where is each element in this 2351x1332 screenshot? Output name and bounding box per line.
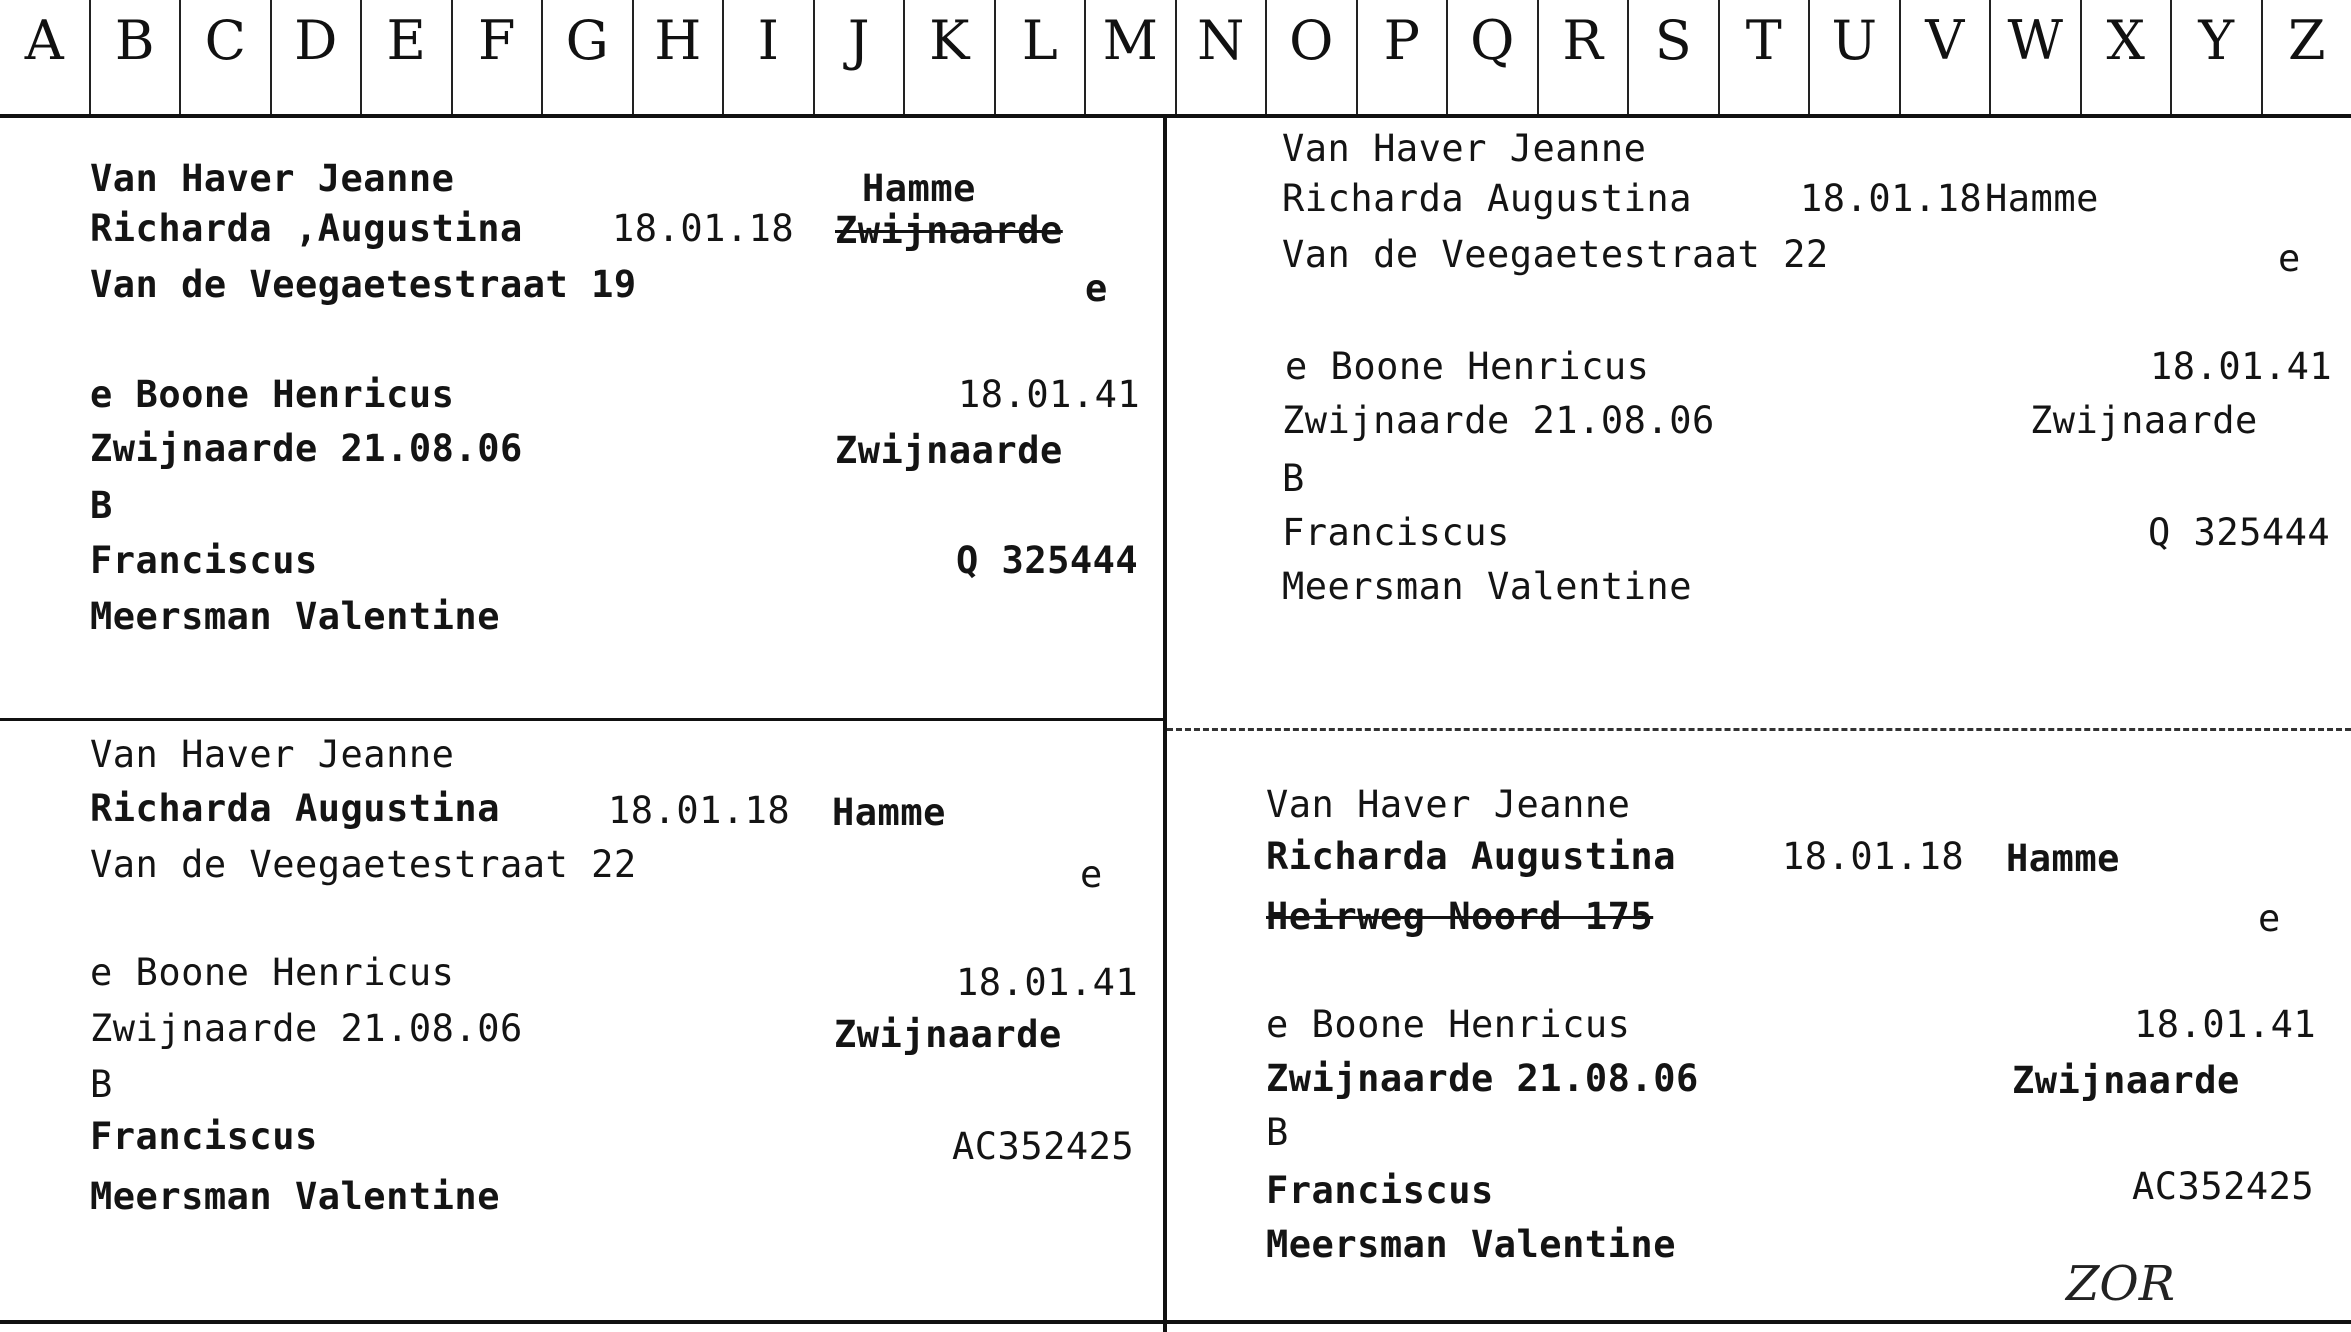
alphabet-letter: N xyxy=(1175,0,1266,114)
alphabet-letter: V xyxy=(1899,0,1990,114)
card-code-letter: B xyxy=(1282,457,1305,500)
card-code-letter: B xyxy=(1266,1111,1289,1154)
bottom-border xyxy=(0,1320,2351,1324)
alphabet-letter: I xyxy=(722,0,813,114)
card-given-names: Richarda Augustina xyxy=(1266,835,1676,878)
card-marriage-place: Zwijnaarde xyxy=(834,1013,1062,1056)
alphabet-letter: A xyxy=(24,9,64,72)
card-struck-address: Heirweg Noord 175 xyxy=(1266,895,1654,938)
handwritten-note: ZOR xyxy=(2066,1256,2175,1312)
alphabet-letter: C xyxy=(179,0,270,114)
card-spouse: e Boone Henricus xyxy=(1285,345,1650,388)
card-birth-place: Hamme xyxy=(862,167,976,210)
card-marriage-place: Zwijnaarde xyxy=(2030,399,2258,442)
card-spouse: e Boone Henricus xyxy=(90,951,455,994)
horizontal-card-divider-right xyxy=(1167,728,2351,731)
alphabet-letter: M xyxy=(1084,0,1175,114)
alphabet-letter: G xyxy=(541,0,632,114)
card-spouse: e Boone Henricus xyxy=(90,373,455,416)
alphabet-letter: E xyxy=(360,0,451,114)
card-father: Franciscus xyxy=(90,1115,318,1158)
vertical-card-divider xyxy=(1163,118,1167,1332)
card-number: AC352425 xyxy=(952,1125,1135,1168)
card-birth-date: 18.01.18 xyxy=(608,789,791,832)
card-spouse: e Boone Henricus xyxy=(1266,1003,1631,1046)
card-number: Q 325444 xyxy=(956,539,1139,582)
alphabet-letter: Q xyxy=(1446,0,1537,114)
card-address: Van de Veegaetestraat 22 xyxy=(1282,233,1829,276)
alphabet-letter: O xyxy=(1265,0,1356,114)
card-name: Van Haver Jeanne xyxy=(1266,783,1631,826)
card-birth-place: Hamme xyxy=(832,791,946,834)
alphabet-letter: Y xyxy=(2170,0,2261,114)
card-birth-place: Hamme xyxy=(1985,177,2099,220)
alphabet-letter: L xyxy=(994,0,1085,114)
card-spouse-birth: Zwijnaarde 21.08.06 xyxy=(1266,1057,1699,1100)
card-mother: Meersman Valentine xyxy=(90,1175,500,1218)
alphabet-letter: B xyxy=(89,0,180,114)
card-marriage-place: Zwijnaarde xyxy=(2012,1059,2240,1102)
alphabet-letter: X xyxy=(2080,0,2171,114)
card-name: Van Haver Jeanne xyxy=(1282,127,1647,170)
card-given-names: Richarda ,Augustina xyxy=(90,207,523,250)
alphabet-letter: F xyxy=(451,0,542,114)
card-spouse-birth: Zwijnaarde 21.08.06 xyxy=(90,427,523,470)
card-birth-date: 18.01.18 xyxy=(1782,835,1965,878)
alphabet-index xyxy=(0,0,2351,118)
card-father: Franciscus xyxy=(1266,1169,1494,1212)
card-given-names: Richarda Augustina xyxy=(90,787,500,830)
card-marriage-place: Zwijnaarde xyxy=(835,429,1063,472)
card-father: Franciscus xyxy=(1282,511,1510,554)
card-marriage-date: 18.01.41 xyxy=(2150,345,2333,388)
card-name: Van Haver Jeanne xyxy=(90,733,455,776)
card-spouse-birth: Zwijnaarde 21.08.06 xyxy=(1282,399,1715,442)
alphabet-letter: T xyxy=(1718,0,1809,114)
card-birth-date: 18.01.18 xyxy=(1800,177,1983,220)
card-code-letter: B xyxy=(90,484,113,527)
alphabet-letter: W xyxy=(1989,0,2080,114)
alphabet-letter: Z xyxy=(2261,0,2351,114)
card-name: Van Haver Jeanne xyxy=(90,157,455,200)
card-mother: Meersman Valentine xyxy=(1266,1223,1676,1266)
alphabet-letter: U xyxy=(1808,0,1899,114)
alphabet-letter: P xyxy=(1356,0,1447,114)
alphabet-letter: S xyxy=(1627,0,1718,114)
alphabet-letter: R xyxy=(1537,0,1628,114)
card-marker: e xyxy=(2278,237,2301,280)
card-mother: Meersman Valentine xyxy=(90,595,500,638)
card-marker: e xyxy=(1080,853,1103,896)
card-address: Van de Veegaetestraat 19 xyxy=(90,263,637,306)
card-spouse-birth: Zwijnaarde 21.08.06 xyxy=(90,1007,523,1050)
card-marker: e xyxy=(1085,267,1108,310)
alphabet-letter: H xyxy=(632,0,723,114)
card-given-names: Richarda Augustina xyxy=(1282,177,1692,220)
card-birth-date: 18.01.18 xyxy=(612,207,795,250)
card-marriage-date: 18.01.41 xyxy=(956,961,1139,1004)
alphabet-letter: J xyxy=(813,0,904,114)
card-code-letter: B xyxy=(90,1063,113,1106)
alphabet-letter: K xyxy=(903,0,994,114)
card-father: Franciscus xyxy=(90,539,318,582)
card-number: Q 325444 xyxy=(2148,511,2331,554)
card-marriage-date: 18.01.41 xyxy=(958,373,1141,416)
card-birth-place: Hamme xyxy=(2006,837,2120,880)
card-number: AC352425 xyxy=(2132,1165,2315,1208)
card-mother: Meersman Valentine xyxy=(1282,565,1692,608)
card-struck-place: Zwijnaarde xyxy=(835,209,1063,252)
card-marker: e xyxy=(2258,897,2281,940)
card-address: Van de Veegaetestraat 22 xyxy=(90,843,637,886)
alphabet-letter: D xyxy=(270,0,361,114)
horizontal-card-divider-left xyxy=(0,718,1165,721)
card-marriage-date: 18.01.41 xyxy=(2134,1003,2317,1046)
